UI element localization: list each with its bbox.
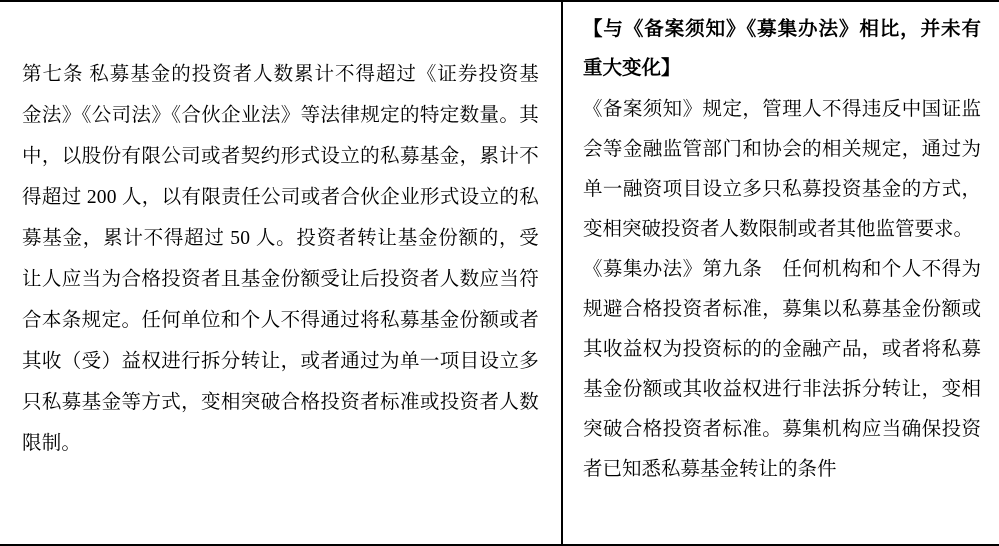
table-cell-commentary — [563, 2, 999, 546]
commentary-paragraph-1: 《备案须知》规定，管理人不得违反中国证监会等金融监管部门和协会的相关规定，通过为单一融资项目设立多只私募投资基金的方式，变相突破投资者人数限制或者其他监管要求。 — [583, 99, 981, 240]
commentary-heading: 【与《备案须知》《募集办法》相比，并未有重大变化】 — [583, 19, 981, 79]
regulation-article-paragraph: 第七条 私募基金的投资者人数累计不得超过《证券投资基金法》《公司法》《合伙企业法》等法律规定的特定数量。其中，以股份有限公司或者契约形式设立的私募基金，累计不得超过 200 人，以有限责任公司或者合伙企业形式设立的私募基金，累计不得超过 50 人。投资者转让基金份额的，受让人应当为合格投资者且基金份额受让后投资者人数应当符合本条规定。任何单位和个人不得通过将私募基金份额或者其收（受）益权进行拆分转让，或者通过为单一项目设立多只私募基金等方式，变相突破合格投资者标准或投资者人数限制。 — [22, 64, 539, 454]
table-cell-regulation-text — [0, 2, 563, 546]
commentary-paragraph-2: 《募集办法》第九条 任何机构和个人不得为规避合格投资者标准，募集以私募基金份额或其收益权为投资标的的金融产品，或者将私募基金份额或其收益权进行非法拆分转让，变相突破合格投资者标准。募集机构应当确保投资者已知悉私募基金转让的条件 — [583, 259, 981, 480]
